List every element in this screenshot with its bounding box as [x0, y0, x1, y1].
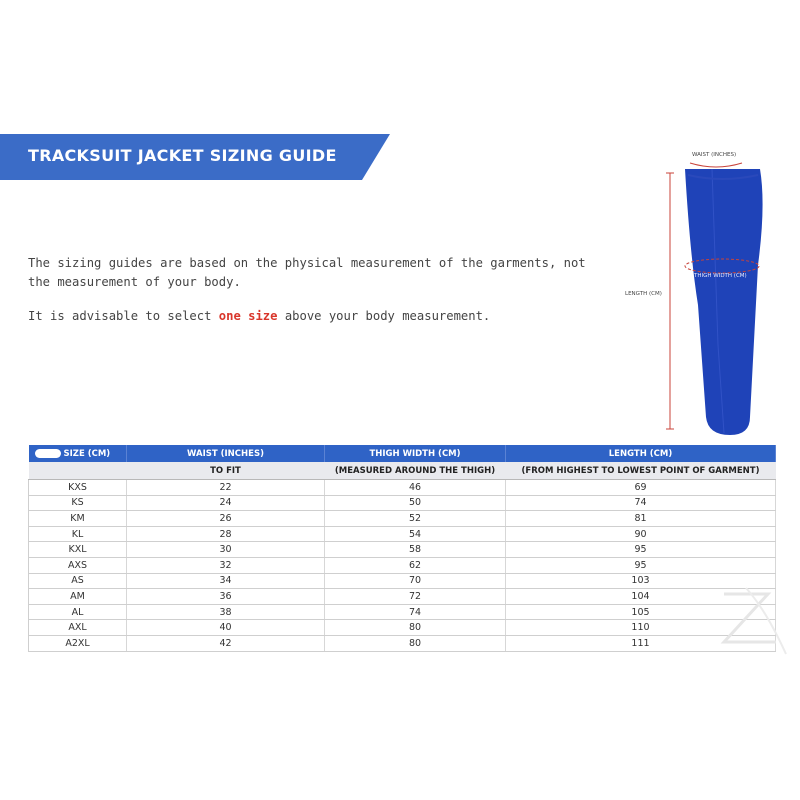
cell-waist: 38 — [127, 604, 325, 620]
title-banner — [0, 134, 390, 180]
cell-size: A2XL — [29, 635, 127, 651]
cell-size: KS — [29, 495, 127, 511]
garment-diagram — [600, 145, 800, 445]
cell-waist: 28 — [127, 526, 325, 542]
subheader-thigh: (MEASURED AROUND THE THIGH) — [325, 462, 506, 480]
table-row — [29, 620, 776, 636]
column-header-waist: WAIST (INCHES) — [127, 445, 325, 462]
cell-size: KM — [29, 511, 127, 527]
table-header-row — [29, 445, 776, 462]
subheader-size — [29, 462, 127, 480]
waist-label: WAIST (INCHES) — [692, 152, 737, 158]
intro-paragraph-2 — [28, 307, 588, 326]
cell-thigh-width: 74 — [325, 604, 506, 620]
cell-length: 74 — [506, 495, 776, 511]
cell-length: 111 — [506, 635, 776, 651]
table-row — [29, 573, 776, 589]
column-header-size — [29, 445, 127, 462]
cell-thigh-width: 80 — [325, 635, 506, 651]
cell-length: 105 — [506, 604, 776, 620]
cell-size: AL — [29, 604, 127, 620]
cell-length: 81 — [506, 511, 776, 527]
cell-size: AXS — [29, 557, 127, 573]
cell-thigh-width: 72 — [325, 589, 506, 605]
cell-size: KXL — [29, 542, 127, 558]
cell-length: 95 — [506, 542, 776, 558]
table-row — [29, 557, 776, 573]
cell-thigh-width: 54 — [325, 526, 506, 542]
cell-length: 95 — [506, 557, 776, 573]
size-table-container — [28, 445, 775, 652]
intro-paragraph-1: The sizing guides are based on the physical measurement of the garments, not the measurement of your body. — [28, 256, 586, 289]
thigh-width-label: THIGH WIDTH (CM) — [694, 273, 747, 279]
cell-thigh-width: 58 — [325, 542, 506, 558]
table-row — [29, 480, 776, 496]
cell-waist: 24 — [127, 495, 325, 511]
table-row — [29, 511, 776, 527]
intro-text — [28, 254, 588, 326]
cell-waist: 30 — [127, 542, 325, 558]
cell-thigh-width: 52 — [325, 511, 506, 527]
subheader-waist: TO FIT — [127, 462, 325, 480]
cell-size: AS — [29, 573, 127, 589]
cell-waist: 42 — [127, 635, 325, 651]
length-label: LENGTH (CM) — [625, 291, 662, 297]
cell-waist: 26 — [127, 511, 325, 527]
cell-length: 104 — [506, 589, 776, 605]
advice-text-end: above your body measurement. — [277, 309, 491, 323]
cell-length: 110 — [506, 620, 776, 636]
table-subheader-row — [29, 462, 776, 480]
table-row — [29, 495, 776, 511]
cell-size: KL — [29, 526, 127, 542]
column-header-size-label: SIZE (CM) — [63, 448, 111, 459]
table-row — [29, 604, 776, 620]
cell-waist: 32 — [127, 557, 325, 573]
advice-text-start: It is advisable to select — [28, 309, 219, 323]
cell-waist: 40 — [127, 620, 325, 636]
table-row — [29, 526, 776, 542]
cell-thigh-width: 50 — [325, 495, 506, 511]
size-table — [28, 445, 776, 652]
cell-size: AXL — [29, 620, 127, 636]
column-header-thigh: THIGH WIDTH (CM) — [325, 445, 506, 462]
subheader-length: (FROM HIGHEST TO LOWEST POINT OF GARMENT) — [506, 462, 776, 480]
table-row — [29, 542, 776, 558]
cell-waist: 22 — [127, 480, 325, 496]
cell-size: AM — [29, 589, 127, 605]
watermark-logo — [706, 580, 796, 664]
cell-thigh-width: 62 — [325, 557, 506, 573]
advice-highlight: one size — [218, 309, 278, 323]
cell-length: 90 — [506, 526, 776, 542]
table-body — [29, 480, 776, 652]
cell-thigh-width: 46 — [325, 480, 506, 496]
size-pill-icon — [35, 449, 61, 458]
column-header-length: LENGTH (CM) — [506, 445, 776, 462]
page-title: TRACKSUIT JACKET SIZING GUIDE — [28, 146, 337, 165]
cell-thigh-width: 80 — [325, 620, 506, 636]
table-row — [29, 635, 776, 651]
cell-thigh-width: 70 — [325, 573, 506, 589]
table-row — [29, 589, 776, 605]
cell-size: KXS — [29, 480, 127, 496]
cell-length: 69 — [506, 480, 776, 496]
cell-length: 103 — [506, 573, 776, 589]
cell-waist: 36 — [127, 589, 325, 605]
cell-waist: 34 — [127, 573, 325, 589]
